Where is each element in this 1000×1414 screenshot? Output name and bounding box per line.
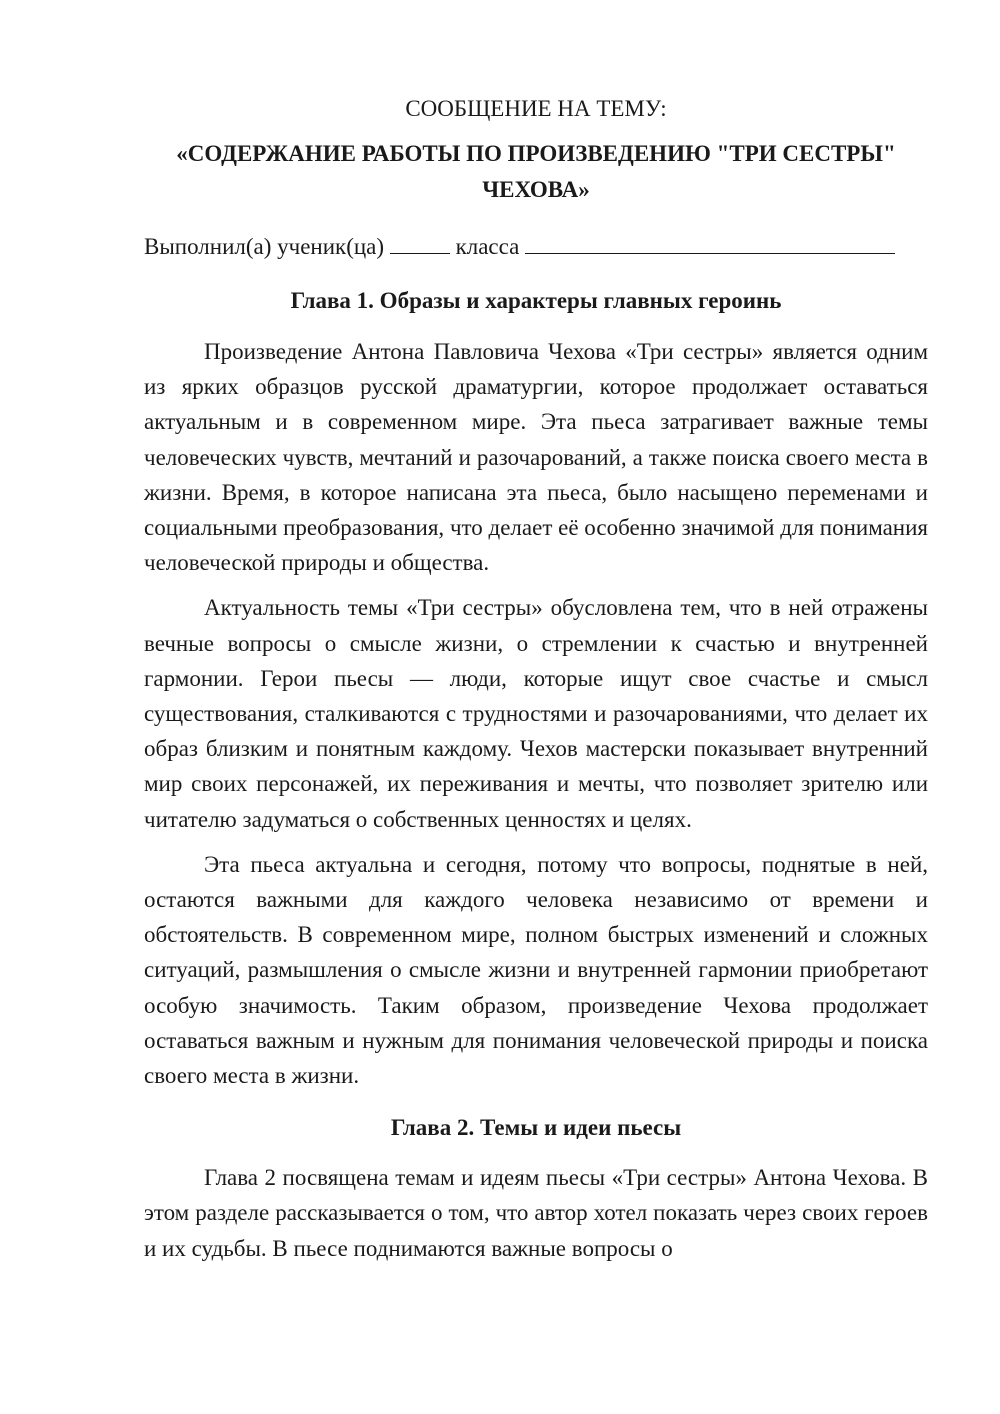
chapter-2-paragraph-1: Глава 2 посвящена темам и идеям пьесы «Три сестры» Антона Чехова. В этом разделе рассказывается о том, что автор хотел показать через своих героев и их судьбы. В пьесе поднимаются важные вопросы о [144,1165,928,1261]
class-label: класса [455,234,520,259]
class-number-blank [390,233,450,254]
chapter-2-heading: Глава 2. Темы и идеи пьесы [390,1115,682,1141]
chapter-1-heading: Глава 1. Образы и характеры главных героинь [290,288,782,313]
report-header: СООБЩЕНИЕ НА ТЕМУ: [405,96,667,121]
author-line [144,230,928,264]
document-page [144,92,928,1266]
author-prefix: Выполнил(а) ученик(ца) [144,234,385,259]
chapter-1-paragraph-2: Актуальность темы «Три сестры» обусловлена тем, что в ней отражены вечные вопросы о смысле жизни, о стремлении к счастью и внутренней гармонии. Герои пьесы — люди, которые ищут свое счастье и смысл существования, сталкиваются с трудностями и разочарованиями, что делает их образ близким и понятным каждому. Чехов мастерски показывает внутренний мир своих персонажей, их переживания и мечты, что позволяет зрителю или читателю задуматься о собственных ценностях и целях. [144,595,928,832]
chapter-1-paragraph-1: Произведение Антона Павловича Чехова «Три сестры» является одним из ярких образцов русской драматургии, которое продолжает оставаться актуальным и в современном мире. Эта пьеса затрагивает важные темы человеческих чувств, мечтаний и разочарований, а также поиска своего места в жизни. Время, в которое написана эта пьеса, было насыщено переменами и социальными преобразования, что делает её особенно значимой для понимания человеческой природы и общества. [144,339,928,576]
chapter-1-paragraph-3: Эта пьеса актуальна и сегодня, потому что вопросы, поднятые в ней, остаются важными для каждого человека независимо от времени и обстоятельств. В современном мире, полном быстрых изменений и сложных ситуаций, размышления о смысле жизни и внутренней гармонии приобретают особую значимость. Таким образом, произведение Чехова продолжает оставаться важным и нужным для понимания человеческой природы и поиска своего места в жизни. [144,851,928,1089]
report-title: «СОДЕРЖАНИЕ РАБОТЫ ПО ПРОИЗВЕДЕНИЮ "ТРИ СЕСТРЫ" ЧЕХОВА» [176,141,896,202]
student-name-blank [525,233,895,254]
